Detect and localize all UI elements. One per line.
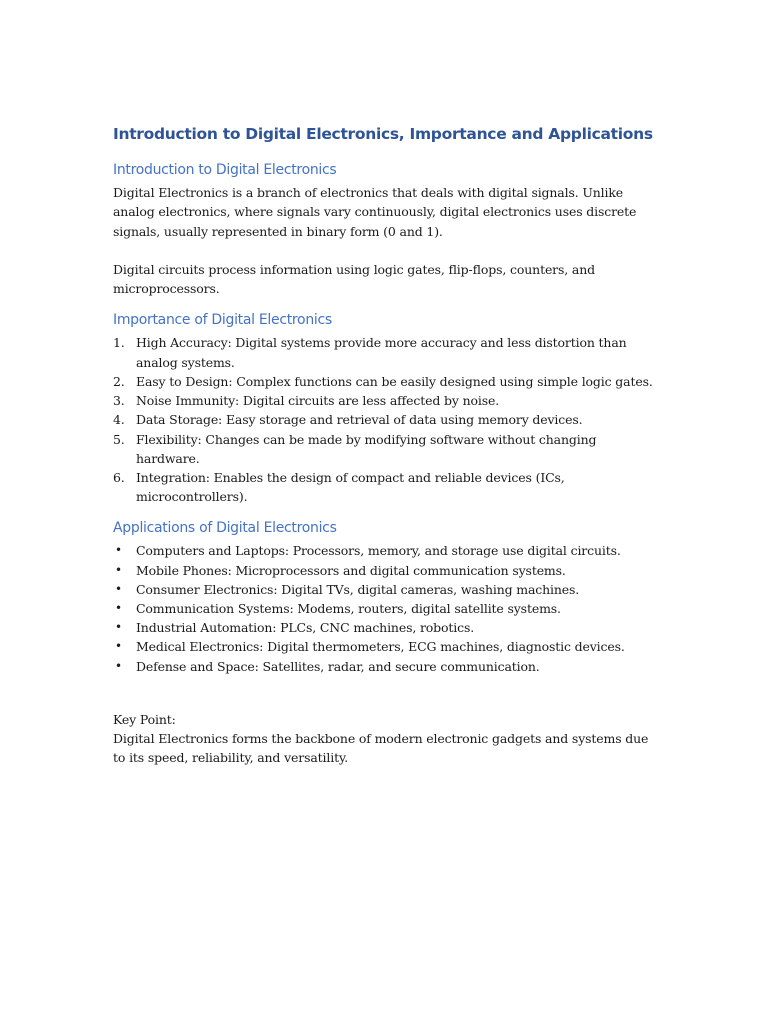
list-item <box>113 468 654 506</box>
intro-paragraph-1: Digital Electronics is a branch of electronics that deals with digital signals. Unlike analog electronics, where signals vary continuously, digital electronics uses discrete signals, usually represented in binary form (0 and 1). <box>113 185 637 239</box>
key-point-label: Key Point: <box>113 711 176 727</box>
list-number: 6. <box>113 469 125 485</box>
list-item-text: Industrial Automation: PLCs, CNC machines, robotics. <box>136 620 475 636</box>
applications-section <box>113 520 654 675</box>
list-item-text: Data Storage: Easy storage and retrieval of data using memory devices. <box>136 412 583 428</box>
list-item <box>113 657 654 676</box>
bullet-icon: • <box>115 620 122 635</box>
document-title: Introduction to Digital Electronics, Importance and Applications <box>113 125 653 143</box>
list-item-text: Medical Electronics: Digital thermometers, ECG machines, diagnostic devices. <box>136 639 625 655</box>
section-spacer <box>113 298 654 312</box>
bullet-icon: • <box>115 600 122 615</box>
applications-list <box>113 541 654 675</box>
list-item <box>113 410 654 429</box>
list-item-text: Consumer Electronics: Digital TVs, digital cameras, washing machines. <box>136 581 580 597</box>
list-number: 4. <box>113 412 125 428</box>
list-item <box>113 333 654 371</box>
intro-paragraph-2: Digital circuits process information using logic gates, flip-flops, counters, and microprocessors. <box>113 261 595 297</box>
intro-heading: Introduction to Digital Electronics <box>113 162 337 178</box>
list-item <box>113 637 654 656</box>
bullet-icon: • <box>115 639 122 654</box>
key-point-text: Digital Electronics forms the backbone of modern electronic gadgets and systems due to its speed, reliability, and versatility. <box>113 731 649 766</box>
list-item <box>113 391 654 410</box>
paragraph-spacer <box>113 241 654 260</box>
importance-list <box>113 333 654 506</box>
importance-section <box>113 312 654 506</box>
list-item <box>113 372 654 391</box>
list-number: 3. <box>113 393 125 409</box>
bullet-icon: • <box>115 658 122 673</box>
list-item <box>113 580 654 599</box>
list-item-text: Communication Systems: Modems, routers, digital satellite systems. <box>136 600 561 616</box>
list-item-text: Defense and Space: Satellites, radar, and secure communication. <box>136 658 540 674</box>
applications-heading: Applications of Digital Electronics <box>113 520 337 537</box>
list-item-text: Computers and Laptops: Processors, memory, and storage use digital circuits. <box>136 543 621 559</box>
list-item-text: Flexibility: Changes can be made by modifying software without changing hardware. <box>136 431 597 466</box>
list-item <box>113 430 654 468</box>
list-item-text: Easy to Design: Complex functions can be easily designed using simple logic gates. <box>136 373 653 389</box>
list-number: 5. <box>113 431 125 447</box>
list-number: 2. <box>113 373 125 389</box>
intro-section <box>113 162 654 298</box>
importance-heading: Importance of Digital Electronics <box>113 312 332 329</box>
list-item-text: High Accuracy: Digital systems provide more accuracy and less distortion than analog systems. <box>136 335 627 370</box>
bullet-icon: • <box>115 562 122 577</box>
bullet-icon: • <box>115 581 122 596</box>
list-item <box>113 618 654 637</box>
list-item <box>113 541 654 560</box>
bullet-icon: • <box>115 543 122 558</box>
list-item-text: Integration: Enables the design of compact and reliable devices (ICs, microcontrollers). <box>136 469 565 505</box>
list-item <box>113 599 654 618</box>
section-spacer <box>113 506 654 520</box>
list-number: 1. <box>113 335 125 351</box>
list-item-text: Mobile Phones: Microprocessors and digital communication systems. <box>136 562 566 578</box>
key-point-section <box>113 710 654 768</box>
list-item <box>113 561 654 580</box>
list-item-text: Noise Immunity: Digital circuits are less affected by noise. <box>136 393 500 409</box>
